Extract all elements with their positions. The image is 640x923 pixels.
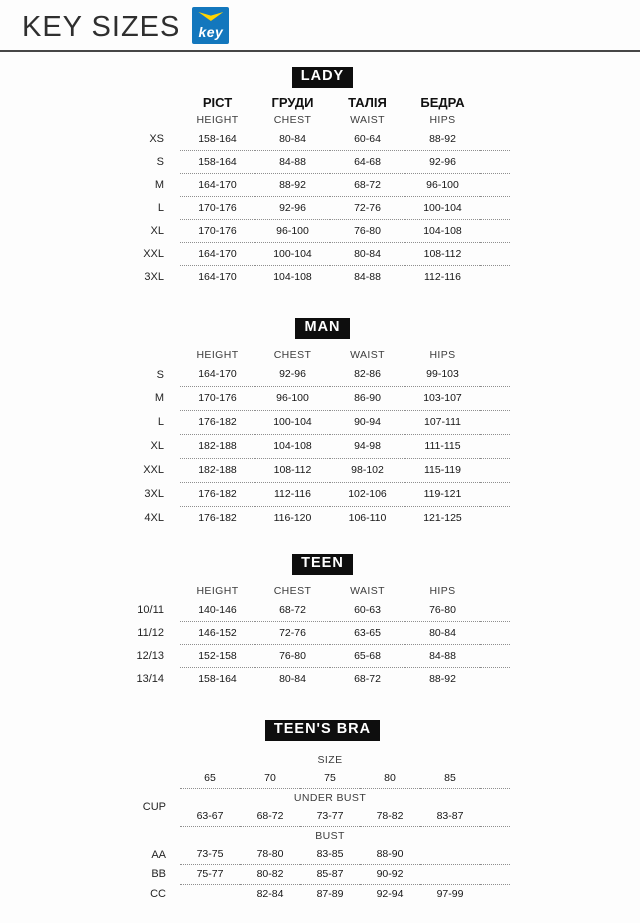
size-range-value: 100-104: [255, 242, 330, 265]
bra-cup-row: [135, 864, 510, 884]
bust-range-value: 78-80: [240, 845, 300, 865]
teens-bra-table: [135, 751, 510, 904]
size-range-value: 96-100: [255, 219, 330, 242]
bust-range-value: 80-82: [240, 864, 300, 884]
man-header-row: [135, 347, 510, 363]
size-row-label: M: [154, 178, 164, 191]
bust-range-value: 73-75: [180, 845, 240, 865]
size-range-value: 84-88: [405, 644, 480, 667]
size-range-value: 164-170: [198, 270, 237, 283]
size-row-label: XXL: [143, 464, 164, 477]
section-badge-teens-bra: TEEN'S BRA: [265, 720, 380, 741]
section-badge-lady: LADY: [292, 67, 353, 88]
cup-label: CUP: [142, 801, 166, 814]
size-row-label: S: [156, 368, 164, 381]
lady-header-uk-row: [135, 94, 510, 112]
section-badge-man: MAN: [295, 318, 349, 339]
size-range-value: 170-176: [180, 219, 255, 242]
size-range-value: 80-84: [330, 242, 405, 265]
size-range-value: 112-116: [424, 270, 461, 283]
bust-range-value: 92-94: [376, 888, 404, 901]
table-row: [135, 621, 510, 644]
bust-range-value: 83-85: [300, 845, 360, 865]
bust-range-value: [420, 845, 480, 865]
column-header-en: HIPS: [429, 113, 456, 126]
size-row-label: 4XL: [144, 512, 164, 525]
bra-underbust-values-row: [135, 807, 510, 827]
bust-range-value: [420, 864, 480, 884]
size-row-label: 12/13: [136, 649, 164, 662]
bird-chevron-icon: [198, 12, 223, 21]
size-range-value: 116-120: [273, 512, 312, 525]
column-header-uk: БЕДРА: [420, 95, 465, 111]
teen-size-table: [135, 583, 510, 690]
size-range-value: 63-65: [330, 621, 405, 644]
page-header: [0, 0, 640, 52]
size-range-value: 170-176: [180, 196, 255, 219]
table-row: [135, 386, 510, 410]
section-teens-bra: [135, 720, 510, 904]
bra-cup-row: [135, 884, 510, 904]
size-range-value: 107-111: [405, 410, 480, 434]
lady-size-table: [135, 94, 510, 288]
bra-underbust-header-row: [135, 788, 510, 807]
table-row: [135, 434, 510, 458]
table-row: [135, 667, 510, 690]
size-range-value: 82-86: [330, 363, 405, 387]
column-header-en: CHEST: [273, 348, 312, 361]
size-range-value: 76-80: [330, 219, 405, 242]
size-range-value: 146-152: [180, 621, 255, 644]
size-range-value: 152-158: [180, 644, 255, 667]
under-bust-value: 83-87: [420, 807, 480, 827]
size-range-value: 158-164: [180, 128, 255, 151]
table-row: [135, 173, 510, 196]
size-range-value: 98-102: [330, 458, 405, 482]
size-range-value: 65-68: [330, 644, 405, 667]
size-range-value: 104-108: [405, 219, 480, 242]
bust-range-value: 90-92: [360, 864, 420, 884]
column-header-en: HIPS: [429, 584, 456, 597]
column-header-uk: РІСТ: [202, 95, 233, 111]
column-header-en: HIPS: [429, 348, 456, 361]
under-bust-value: 63-67: [180, 807, 240, 827]
size-row-label: M: [154, 392, 164, 405]
column-header-en: HEIGHT: [196, 584, 239, 597]
table-row: [135, 410, 510, 434]
section-man: [135, 318, 510, 530]
table-row: [135, 458, 510, 482]
size-row-label: 10/11: [137, 604, 164, 617]
size-range-value: 88-92: [429, 672, 456, 685]
size-range-value: 88-92: [405, 128, 480, 151]
column-header-en: HEIGHT: [196, 348, 239, 361]
table-row: [135, 482, 510, 506]
size-range-value: 108-112: [255, 458, 330, 482]
size-range-value: 80-84: [279, 672, 306, 685]
column-header-en: CHEST: [273, 584, 312, 597]
size-row-label: XXL: [143, 247, 164, 260]
size-range-value: 92-96: [405, 150, 480, 173]
column-header-en: CHEST: [273, 113, 312, 126]
size-range-value: 72-76: [330, 196, 405, 219]
size-range-value: 80-84: [255, 128, 330, 151]
size-charts-content: [135, 67, 510, 904]
size-range-value: 100-104: [405, 196, 480, 219]
bust-range-value: 85-87: [300, 864, 360, 884]
bra-size-value: 70: [240, 769, 300, 789]
bust-range-value: 87-89: [316, 888, 344, 901]
size-range-value: 158-164: [180, 150, 255, 173]
size-row-label: 3XL: [144, 270, 164, 283]
man-size-table: [135, 347, 510, 530]
size-range-value: 92-96: [255, 363, 330, 387]
size-range-value: 76-80: [255, 644, 330, 667]
size-range-value: 111-115: [405, 434, 480, 458]
column-header-en: WAIST: [350, 348, 385, 361]
page-title: KEY SIZES: [22, 10, 181, 43]
size-row-label: L: [157, 201, 164, 214]
size-range-value: 84-88: [255, 150, 330, 173]
size-header-label: SIZE: [317, 753, 343, 766]
cup-row-label: BB: [151, 868, 166, 881]
bust-range-value: 82-84: [256, 888, 284, 901]
column-header-en: WAIST: [350, 113, 385, 126]
size-range-value: 102-106: [330, 482, 405, 506]
size-range-value: 170-176: [180, 386, 255, 410]
key-brand-logo: [192, 7, 229, 44]
table-row: [135, 128, 510, 151]
size-row-label: 13/14: [136, 672, 164, 685]
size-row-label: XS: [149, 133, 164, 146]
size-range-value: 103-107: [405, 386, 480, 410]
section-badge-teen: TEEN: [292, 554, 353, 575]
size-range-value: 92-96: [255, 196, 330, 219]
bra-size-value: 75: [300, 769, 360, 789]
size-row-label: XL: [150, 224, 164, 237]
size-row-label: S: [156, 155, 164, 168]
column-header-en: HEIGHT: [196, 113, 239, 126]
size-range-value: 86-90: [330, 386, 405, 410]
key-logo-text: key: [198, 24, 224, 40]
size-row-label: XL: [150, 440, 164, 453]
size-row-label: L: [157, 416, 164, 429]
size-range-value: 80-84: [405, 621, 480, 644]
size-range-value: 182-188: [180, 434, 255, 458]
column-header-en: WAIST: [350, 584, 385, 597]
size-range-value: 76-80: [405, 599, 480, 622]
size-range-value: 68-72: [354, 672, 381, 685]
size-range-value: 64-68: [330, 150, 405, 173]
size-range-value: 88-92: [255, 173, 330, 196]
size-range-value: 164-170: [180, 173, 255, 196]
table-row: [135, 506, 510, 530]
size-row-label: 11/12: [137, 626, 164, 639]
column-header-uk: ГРУДИ: [271, 95, 314, 111]
size-range-value: 96-100: [405, 173, 480, 196]
size-range-value: 164-170: [180, 363, 255, 387]
table-row: [135, 599, 510, 622]
table-row: [135, 644, 510, 667]
table-row: [135, 150, 510, 173]
section-lady: [135, 67, 510, 288]
size-range-value: 106-110: [348, 512, 387, 525]
size-range-value: 176-182: [180, 410, 255, 434]
under-bust-value: 73-77: [300, 807, 360, 827]
size-range-value: 99-103: [405, 363, 480, 387]
size-range-value: 164-170: [180, 242, 255, 265]
bra-size-value: 65: [180, 769, 240, 789]
under-bust-label: UNDER BUST: [293, 791, 367, 804]
under-bust-value: 68-72: [240, 807, 300, 827]
bra-size-value: 85: [420, 769, 480, 789]
size-range-value: 60-63: [330, 599, 405, 622]
size-range-value: 90-94: [330, 410, 405, 434]
size-row-label: 3XL: [144, 488, 164, 501]
lady-header-en-row: [135, 112, 510, 128]
bust-range-value: 75-77: [180, 864, 240, 884]
size-range-value: 115-119: [405, 458, 480, 482]
size-range-value: 96-100: [255, 386, 330, 410]
table-row: [135, 219, 510, 242]
size-range-value: 121-125: [423, 512, 462, 525]
size-range-value: 60-64: [330, 128, 405, 151]
size-range-value: 140-146: [180, 599, 255, 622]
column-header-uk: ТАЛІЯ: [348, 95, 387, 111]
size-range-value: 104-108: [255, 434, 330, 458]
bra-sizes-row: [135, 769, 510, 789]
bra-size-value: 80: [360, 769, 420, 789]
size-range-value: 104-108: [273, 270, 312, 283]
table-row: [135, 196, 510, 219]
size-range-value: 68-72: [255, 599, 330, 622]
bust-label: BUST: [315, 829, 345, 842]
bust-range-value: 88-90: [360, 845, 420, 865]
size-range-value: 119-121: [405, 482, 480, 506]
size-range-value: 176-182: [198, 512, 237, 525]
table-row: [135, 242, 510, 265]
size-range-value: 158-164: [198, 672, 237, 685]
size-range-value: 72-76: [255, 621, 330, 644]
bra-bust-header-row: [135, 826, 510, 845]
size-range-value: 182-188: [180, 458, 255, 482]
size-range-value: 94-98: [330, 434, 405, 458]
teen-header-row: [135, 583, 510, 599]
bra-cup-row: [135, 845, 510, 865]
table-row: [135, 265, 510, 288]
size-range-value: 112-116: [255, 482, 330, 506]
bust-range-value: 97-99: [436, 888, 464, 901]
bra-size-header-row: [135, 751, 510, 769]
section-teen: [135, 554, 510, 690]
bust-range-value: [180, 884, 240, 904]
size-range-value: 108-112: [405, 242, 480, 265]
size-range-value: 176-182: [180, 482, 255, 506]
size-range-value: 100-104: [255, 410, 330, 434]
under-bust-value: 78-82: [360, 807, 420, 827]
cup-row-label: AA: [151, 848, 166, 861]
size-range-value: 68-72: [330, 173, 405, 196]
table-row: [135, 363, 510, 387]
cup-row-label: CC: [150, 888, 166, 900]
size-range-value: 84-88: [354, 270, 381, 283]
